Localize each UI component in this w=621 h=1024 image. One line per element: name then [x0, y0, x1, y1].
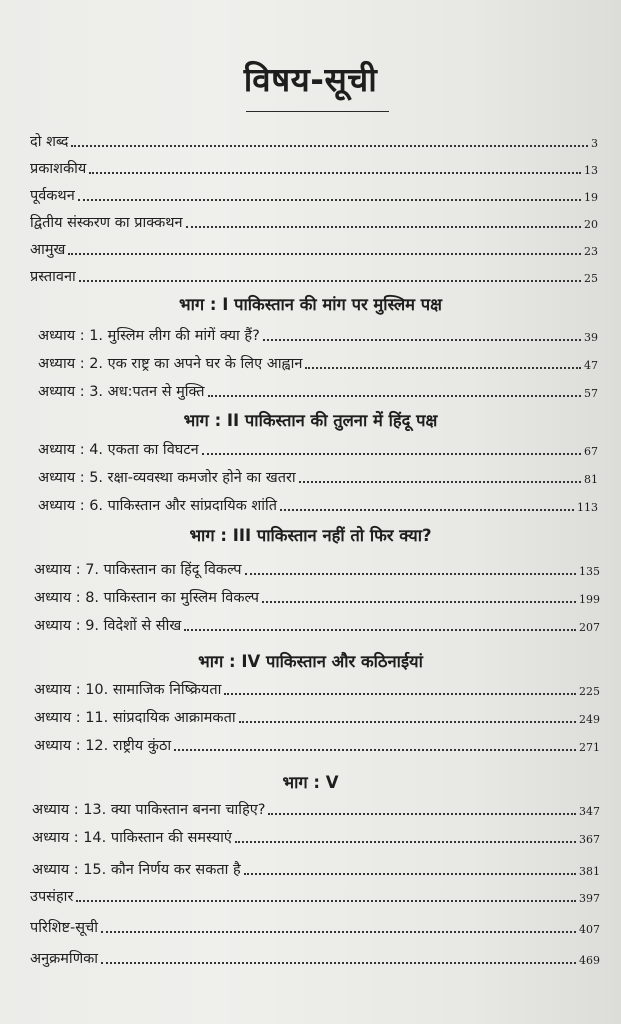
leader-dots	[305, 367, 581, 369]
entry-page: 381	[579, 865, 600, 878]
leader-dots	[186, 226, 581, 228]
entry-page: 397	[579, 892, 600, 905]
toc-entry-front-0[interactable]	[30, 133, 598, 151]
toc-entry-chapter-9[interactable]	[34, 617, 600, 635]
entry-label: अध्याय : 5. रक्षा-व्यवस्था कमजोर होने का खतरा	[38, 470, 296, 486]
entry-label: अध्याय : 8. पाकिस्तान का मुस्लिम विकल्प	[34, 590, 259, 606]
toc-entry-front-1[interactable]	[30, 160, 598, 178]
entry-label: अध्याय : 6. पाकिस्तान और सांप्रदायिक शांति	[38, 498, 278, 514]
entry-page: 113	[577, 501, 598, 514]
entry-label: अध्याय : 4. एकता का विघटन	[38, 442, 199, 458]
leader-dots	[76, 900, 576, 902]
toc-entry-front-2[interactable]	[30, 187, 598, 205]
entry-label: अध्याय : 13. क्या पाकिस्तान बनना चाहिए?	[32, 802, 266, 818]
entry-label: अध्याय : 1. मुस्लिम लीग की मांगें क्या हैं?	[38, 328, 260, 344]
leader-dots	[174, 749, 576, 751]
leader-dots	[299, 481, 581, 483]
toc-entry-chapter-11[interactable]	[34, 709, 600, 727]
part-heading-1: भाग : I पाकिस्तान की मांग पर मुस्लिम पक्ष	[178, 295, 442, 314]
entry-label: अध्याय : 10. सामाजिक निष्क्रियता	[34, 682, 222, 698]
leader-dots	[79, 280, 581, 282]
leader-dots	[263, 339, 581, 341]
toc-entry-chapter-8[interactable]	[34, 589, 600, 607]
entry-label: उपसंहार	[30, 889, 74, 905]
leader-dots	[280, 509, 574, 511]
toc-entry-chapter-15[interactable]	[32, 861, 600, 879]
entry-label: अध्याय : 14. पाकिस्तान की समस्याएं	[32, 830, 232, 846]
toc-entry-chapter-7[interactable]	[34, 561, 600, 579]
toc-entry-chapter-2[interactable]	[38, 355, 598, 373]
part-heading-3: भाग : III पाकिस्तान नहीं तो फिर क्या?	[189, 526, 432, 545]
toc-entry-chapter-5[interactable]	[38, 469, 598, 487]
entry-page: 225	[579, 685, 600, 698]
entry-label: अध्याय : 7. पाकिस्तान का हिंदू विकल्प	[34, 562, 242, 578]
title-underline	[246, 111, 389, 112]
entry-label: दो शब्द	[30, 134, 69, 150]
entry-page: 39	[584, 331, 598, 344]
entry-label: प्रकाशकीय	[30, 161, 87, 177]
entry-label: आमुख	[30, 242, 66, 258]
leader-dots	[184, 629, 576, 631]
entry-label: अनुक्रमणिका	[30, 951, 99, 967]
entry-page: 407	[579, 923, 600, 936]
toc-entry-chapter-10[interactable]	[34, 681, 600, 699]
toc-entry-chapter-13[interactable]	[32, 801, 600, 819]
leader-dots	[101, 962, 576, 964]
entry-page: 23	[584, 245, 598, 258]
entry-page: 199	[579, 593, 600, 606]
leader-dots	[208, 395, 581, 397]
entry-label: अध्याय : 9. विदेशों से सीख	[34, 618, 182, 634]
toc-entry-back-1[interactable]	[30, 919, 600, 937]
entry-label: पूर्वकथन	[30, 188, 75, 204]
entry-page: 271	[579, 741, 600, 754]
entry-page: 81	[584, 473, 598, 486]
leader-dots	[268, 813, 576, 815]
entry-page: 57	[584, 387, 598, 400]
toc-entry-chapter-12[interactable]	[34, 737, 600, 755]
toc-entry-back-0[interactable]	[30, 888, 600, 906]
part-heading-5: भाग : V	[282, 773, 339, 792]
part-heading-2: भाग : II पाकिस्तान की तुलना में हिंदू पक्ष	[183, 411, 438, 430]
leader-dots	[224, 693, 576, 695]
leader-dots	[71, 145, 588, 147]
part-heading-4: भाग : IV पाकिस्तान और कठिनाईयां	[198, 652, 423, 671]
entry-label: अध्याय : 3. अध:पतन से मुक्ति	[38, 384, 205, 400]
entry-label: अध्याय : 11. सांप्रदायिक आक्रामकता	[34, 710, 236, 726]
leader-dots	[262, 601, 576, 603]
entry-label: द्वितीय संस्करण का प्राक्कथन	[30, 215, 183, 231]
toc-entry-front-3[interactable]	[30, 214, 598, 232]
toc-entry-chapter-3[interactable]	[38, 383, 598, 401]
leader-dots	[78, 199, 581, 201]
entry-page: 367	[579, 833, 600, 846]
leader-dots	[68, 253, 581, 255]
leader-dots	[202, 453, 581, 455]
entry-page: 20	[584, 218, 598, 231]
entry-page: 469	[579, 954, 600, 967]
toc-entry-chapter-14[interactable]	[32, 829, 600, 847]
entry-page: 67	[584, 445, 598, 458]
toc-entry-chapter-4[interactable]	[38, 441, 598, 459]
entry-page: 25	[584, 272, 598, 285]
entry-label: अध्याय : 12. राष्ट्रीय कुंठा	[34, 738, 172, 754]
leader-dots	[235, 841, 576, 843]
leader-dots	[101, 931, 576, 933]
entry-page: 47	[584, 359, 598, 372]
toc-entry-chapter-6[interactable]	[38, 497, 598, 515]
toc-entry-chapter-1[interactable]	[38, 327, 598, 345]
leader-dots	[89, 172, 581, 174]
leader-dots	[239, 721, 576, 723]
entry-page: 249	[579, 713, 600, 726]
entry-page: 13	[584, 164, 598, 177]
toc-entry-back-2[interactable]	[30, 950, 600, 968]
entry-page: 207	[579, 621, 600, 634]
leader-dots	[244, 873, 576, 875]
entry-page: 347	[579, 805, 600, 818]
entry-label: प्रस्तावना	[30, 269, 76, 285]
entry-page: 135	[579, 565, 600, 578]
page-title: विषय-सूची	[243, 60, 378, 99]
entry-page: 3	[591, 137, 598, 150]
entry-label: अध्याय : 2. एक राष्ट्र का अपने घर के लिए आह्वान	[38, 356, 303, 372]
entry-label: परिशिष्ट-सूची	[30, 920, 99, 936]
toc-entry-front-4[interactable]	[30, 241, 598, 259]
toc-entry-front-5[interactable]	[30, 268, 598, 286]
entry-page: 19	[584, 191, 598, 204]
leader-dots	[245, 573, 576, 575]
entry-label: अध्याय : 15. कौन निर्णय कर सकता है	[32, 862, 241, 878]
